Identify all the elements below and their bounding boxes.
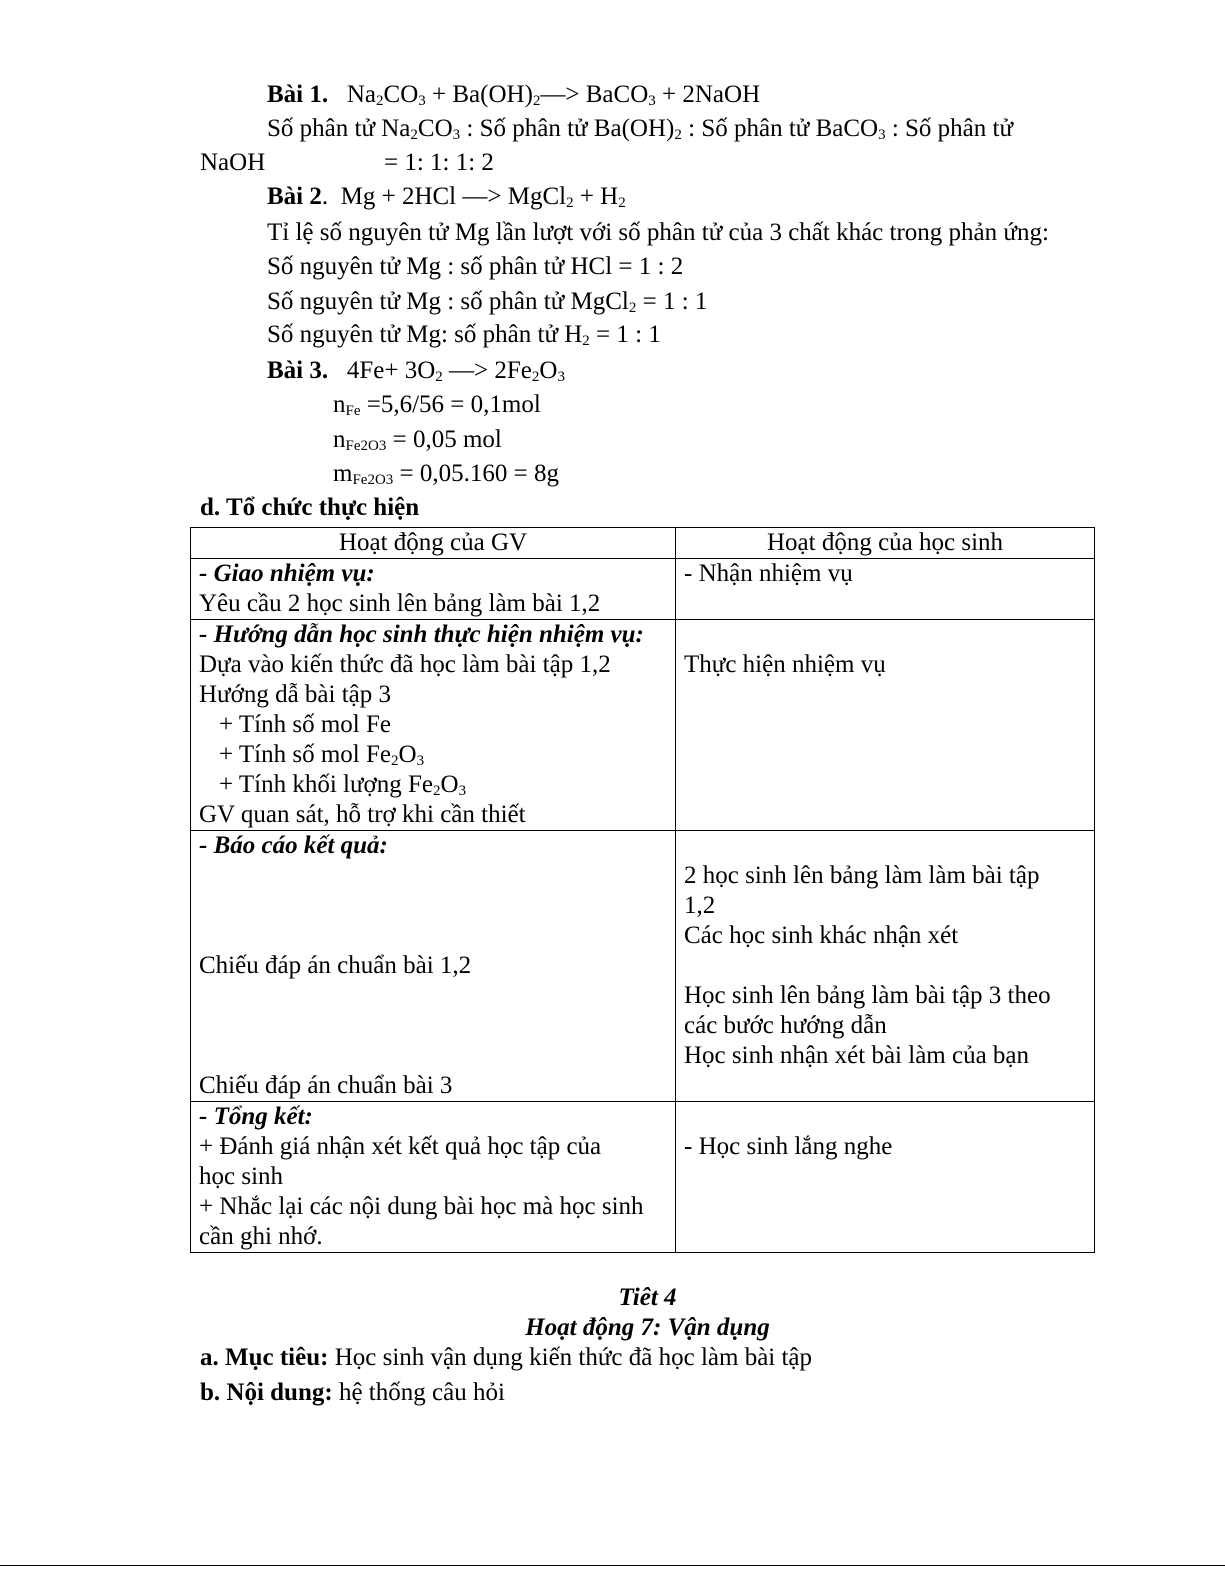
- bai3-line-2: [333, 425, 502, 455]
- table-row: [191, 620, 1095, 831]
- ratio-text: : Số phân tử BaCO: [681, 115, 879, 142]
- row1-hs-text: - Nhận nhiệm vụ: [684, 560, 853, 587]
- row2-gv-title: - Hướng dẫn học sinh thực hiện nhiệm vụ:: [199, 621, 644, 648]
- row4-gv-l4: cần ghi nhớ.: [199, 1223, 323, 1250]
- noi-dung: [200, 1378, 505, 1408]
- row3-hs-l6: Học sinh nhận xét bài làm của bạn: [684, 1042, 1030, 1069]
- bai2-label: Bài 2: [267, 183, 322, 210]
- bai2-ratio-1: Số nguyên tử Mg : số phân tử HCl = 1 : 2: [267, 253, 684, 280]
- bai3-equation: [267, 356, 565, 386]
- subscript: 2: [531, 369, 540, 385]
- table-header-row: [191, 528, 1095, 559]
- row2-gv: [191, 620, 676, 831]
- subscript: 2: [391, 753, 399, 769]
- page-bottom-rule: [0, 1565, 1225, 1566]
- row3-hs-l2: 1,2: [684, 892, 716, 919]
- bai3-label: Bài 3.: [267, 357, 329, 384]
- subscript: 3: [416, 753, 425, 769]
- row3-hs-l4: Học sinh lên bảng làm bài tập 3 theo: [684, 982, 1051, 1009]
- symbol: m: [333, 460, 353, 487]
- cell-text: + Tính số mol Fe: [219, 741, 391, 768]
- row1-gv-title: - Giao nhiệm vụ:: [199, 560, 375, 587]
- row4-hs: [676, 1102, 1095, 1253]
- noi-dung-label: b. Nội dung:: [200, 1379, 333, 1406]
- muc-tieu-text: Học sinh vận dụng kiến thức đã học làm bài tập: [328, 1344, 813, 1371]
- subscript: 3: [878, 127, 886, 143]
- activity-heading: Hoạt động 7: Vận dụng: [525, 1314, 770, 1341]
- subscript: 3: [418, 93, 426, 109]
- header-hs: Hoạt động của học sinh: [676, 528, 1095, 559]
- eq-text: 4Fe+ 3O: [346, 357, 436, 384]
- subscript: Fe2O3: [352, 472, 394, 488]
- muc-tieu-label: a. Mục tiêu:: [200, 1344, 329, 1371]
- row4-hs-text: - Học sinh lắng nghe: [684, 1133, 893, 1160]
- calc-text: =5,6/56 = 0,1mol: [360, 391, 541, 418]
- subscript: 2: [674, 127, 682, 143]
- row2-gv-l4: [199, 740, 667, 770]
- bai2-ratio-2: [267, 287, 707, 317]
- eq-text: Mg + 2HCl —> MgCl: [340, 183, 567, 210]
- row4-gv-l1: + Đánh giá nhận xét kết quả học tập của: [199, 1133, 602, 1160]
- ratio-text: = 1 : 1: [636, 288, 708, 315]
- ratio-text: = 1 : 1: [589, 321, 661, 348]
- subscript: 2: [410, 127, 418, 143]
- subscript: 2: [532, 93, 541, 109]
- row3-gv-title: - Báo cáo kết quả:: [199, 832, 388, 859]
- bai1-naoh: NaOH: [200, 149, 266, 176]
- eq-text: —> BaCO: [540, 81, 649, 108]
- ratio-text: Số nguyên tử Mg: số phân tử H: [267, 321, 583, 348]
- subscript: 2: [376, 93, 384, 109]
- calc-text: = 0,05 mol: [386, 426, 502, 453]
- row4-gv-l2: học sinh: [199, 1163, 284, 1190]
- row2-gv-l5: [199, 770, 667, 800]
- eq-text: CO: [383, 81, 419, 108]
- row2-gv-l2: Hướng dẫ bài tập 3: [199, 681, 392, 708]
- row4-gv-title: - Tổng kết:: [199, 1103, 313, 1130]
- ratio-text: Số nguyên tử Mg : số phân tử MgCl: [267, 288, 629, 315]
- row1-gv-text: Yêu cầu 2 học sinh lên bảng làm bài 1,2: [199, 590, 601, 617]
- subscript: Fe: [345, 403, 361, 419]
- bai2-ratio-3: [267, 320, 661, 350]
- row1-gv: [191, 559, 676, 620]
- row3-hs-l3: Các học sinh khác nhận xét: [684, 922, 959, 949]
- row3-hs-l1: 2 học sinh lên bảng làm làm bài tập: [684, 862, 1040, 889]
- subscript: 3: [557, 369, 565, 385]
- subscript: 2: [628, 300, 637, 316]
- bai1-label: Bài 1.: [267, 81, 329, 108]
- table-row: [191, 1102, 1095, 1253]
- cell-text: O: [398, 741, 417, 768]
- cell-text: + Tính khối lượng Fe: [219, 771, 434, 798]
- bai3-line-1: [333, 390, 541, 420]
- bai2-dot: .: [321, 183, 329, 210]
- bai3-line-3: [333, 459, 559, 489]
- section-d-heading: d. Tổ chức thực hiện: [200, 494, 420, 521]
- bai1-ratio-value: = 1: 1: 1: 2: [384, 149, 494, 176]
- row4-gv: [191, 1102, 676, 1253]
- ratio-text: CO: [417, 115, 453, 142]
- row2-gv-l3: + Tính số mol Fe: [219, 711, 391, 738]
- bai2-intro: Tỉ lệ số nguyên tử Mg lần lượt với số phân tử của 3 chất khác trong phản ứng:: [267, 219, 1049, 246]
- eq-text: —> 2Fe: [442, 357, 532, 384]
- bai1-equation: [267, 80, 760, 110]
- subscript: Fe2O3: [345, 438, 387, 454]
- eq-text: Na: [346, 81, 377, 108]
- eq-text: + Ba(OH): [425, 81, 533, 108]
- bai1-ratio-line: [267, 114, 1013, 144]
- subscript: 3: [458, 783, 467, 799]
- row2-gv-l6: GV quan sát, hỗ trợ khi cần thiết: [199, 801, 526, 828]
- row3-gv: [191, 831, 676, 1102]
- row3-hs: [676, 831, 1095, 1102]
- ratio-text: : Số phân tử Ba(OH): [460, 115, 675, 142]
- subscript: 3: [452, 127, 461, 143]
- row1-hs: [676, 559, 1095, 620]
- subscript: 3: [648, 93, 656, 109]
- symbol: n: [333, 391, 346, 418]
- row2-hs: [676, 620, 1095, 831]
- row3-gv-l1: Chiếu đáp án chuẩn bài 1,2: [199, 952, 472, 979]
- subscript: 2: [582, 333, 590, 349]
- activity-table: [190, 527, 1095, 1253]
- row3-gv-l2: Chiếu đáp án chuẩn bài 3: [199, 1072, 453, 1099]
- table-row: [191, 831, 1095, 1102]
- row3-hs-l5: các bước hướng dẫn: [684, 1012, 887, 1039]
- noi-dung-text: hệ thống câu hỏi: [332, 1379, 505, 1406]
- symbol: n: [333, 426, 346, 453]
- eq-text: + 2NaOH: [655, 81, 761, 108]
- bai2-equation: [267, 182, 626, 212]
- tiet-heading: Tiêt 4: [618, 1284, 677, 1311]
- row2-hs-text: Thực hiện nhiệm vụ: [684, 651, 886, 678]
- calc-text: = 0,05.160 = 8g: [393, 460, 559, 487]
- table-row: [191, 559, 1095, 620]
- muc-tieu: [200, 1343, 812, 1373]
- eq-text: + H: [573, 183, 619, 210]
- ratio-text: : Số phân tử: [885, 115, 1014, 142]
- eq-text: O: [539, 357, 558, 384]
- subscript: 2: [618, 195, 626, 211]
- ratio-text: Số phân tử Na: [267, 115, 411, 142]
- cell-text: O: [440, 771, 459, 798]
- subscript: 2: [433, 783, 441, 799]
- header-gv: Hoạt động của GV: [191, 528, 676, 559]
- subscript: 2: [435, 369, 443, 385]
- row4-gv-l3: + Nhắc lại các nội dung bài học mà học sinh: [199, 1193, 644, 1220]
- subscript: 2: [566, 195, 574, 211]
- row2-gv-l1: Dựa vào kiến thức đã học làm bài tập 1,2: [199, 651, 611, 678]
